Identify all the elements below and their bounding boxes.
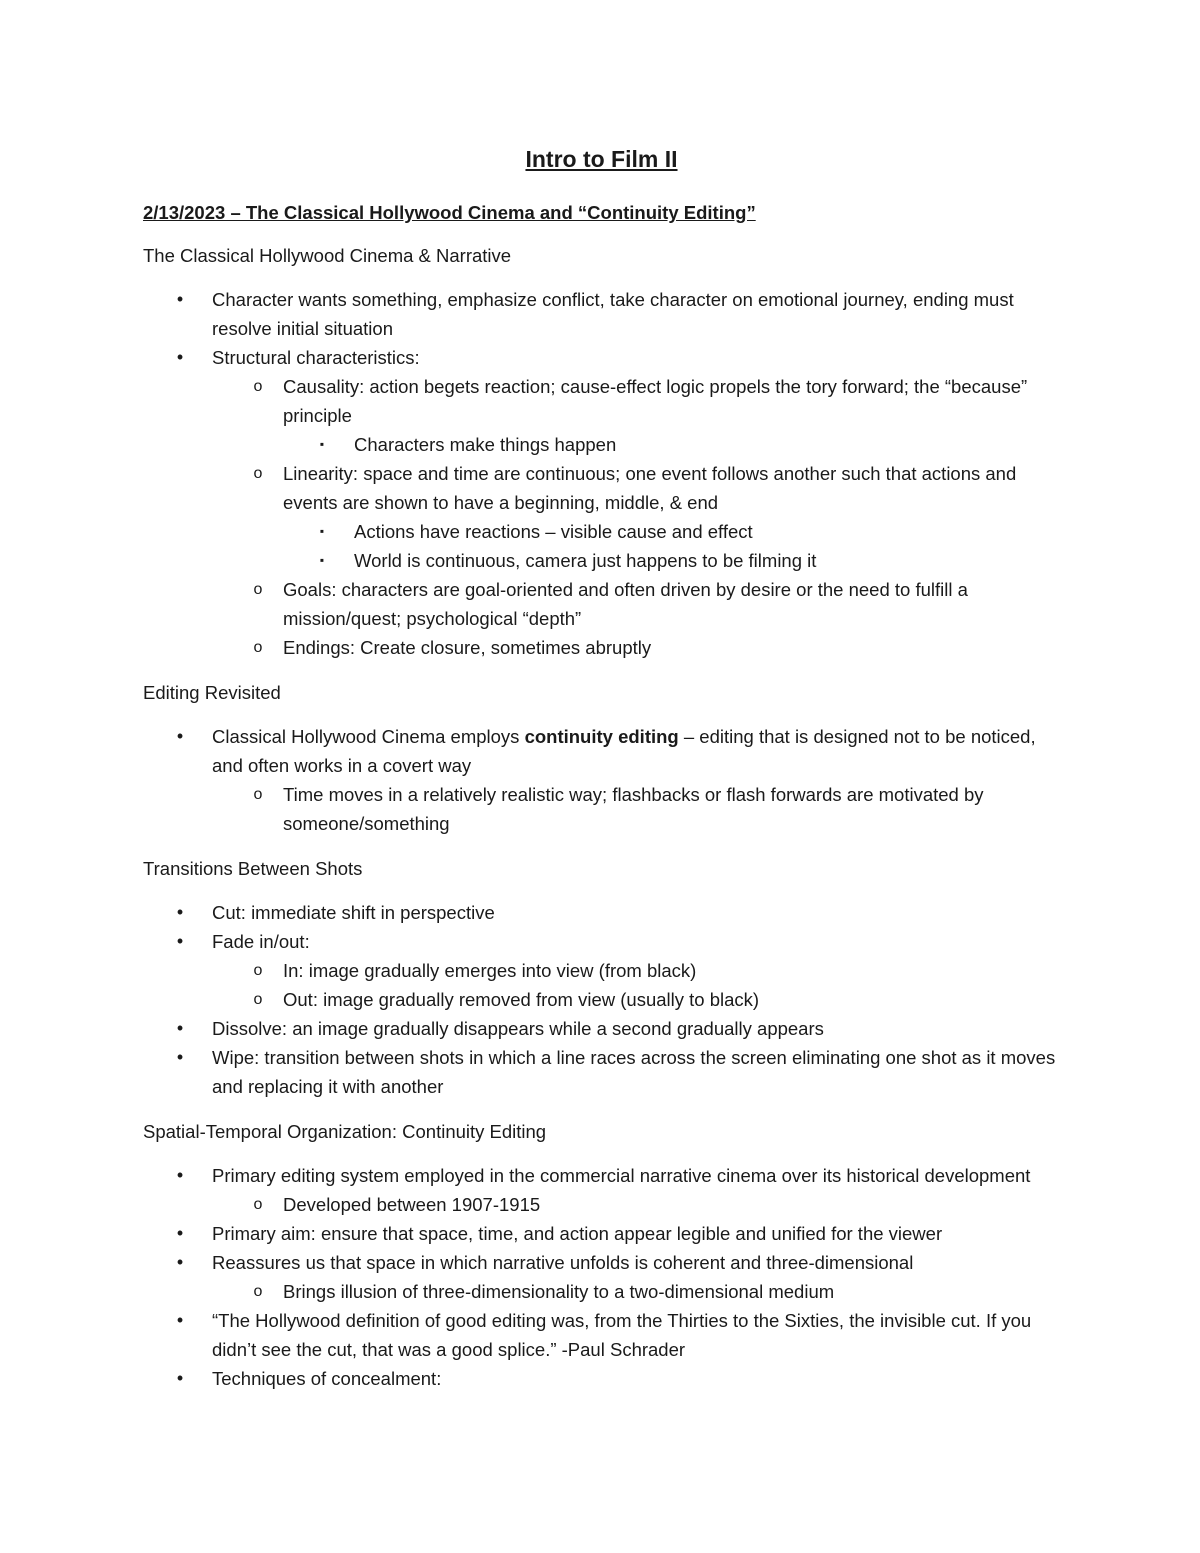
bullet-marker: o: [253, 639, 263, 656]
section: [143, 241, 1060, 662]
bullet-marker: o: [253, 378, 263, 395]
bullet-marker: o: [253, 1283, 263, 1300]
bullet-marker: •: [176, 1368, 184, 1388]
item-text: Primary editing system employed in the commercial narrative cinema over its historical development: [212, 1165, 1031, 1186]
item-text: Brings illusion of three-dimensionality to a two-dimensional medium: [283, 1281, 835, 1302]
item-text: Techniques of concealment:: [212, 1368, 442, 1389]
bullet-marker: •: [176, 902, 184, 922]
list-item: [283, 517, 1060, 546]
bullet-marker: o: [253, 1196, 263, 1213]
list-item: [212, 985, 1060, 1014]
bullet-list-level-1: [143, 898, 1060, 1101]
section: [143, 1117, 1060, 1393]
bullet-marker: o: [253, 465, 263, 482]
item-text: Time moves in a relatively realistic way; flashbacks or flash forwards are motivated by someone/something: [283, 784, 984, 834]
list-item: [212, 1277, 1060, 1306]
bullet-marker: •: [176, 1252, 184, 1272]
list-item: [212, 1190, 1060, 1219]
list-item: [212, 459, 1060, 575]
item-text: Reassures us that space in which narrative unfolds is coherent and three-dimensional: [212, 1252, 914, 1273]
section: [143, 854, 1060, 1101]
bullet-list-level-2: [212, 780, 1060, 838]
list-item: [143, 898, 1060, 927]
bullet-marker: •: [176, 1223, 184, 1243]
section-heading: Editing Revisited: [143, 682, 281, 703]
section-heading: Spatial-Temporal Organization: Continuity Editing: [143, 1121, 547, 1142]
item-text: Classical Hollywood Cinema employs: [212, 726, 525, 747]
bullet-list-level-3: [283, 430, 1060, 459]
bullet-list-level-2: [212, 372, 1060, 662]
bullet-marker: ▪: [319, 553, 325, 567]
bullet-marker: •: [176, 1047, 184, 1067]
bullet-marker: •: [176, 289, 184, 309]
item-text: Causality: action begets reaction; cause-effect logic propels the tory forward; the “because” principle: [283, 376, 1028, 426]
bullet-marker: o: [253, 786, 263, 803]
list-item: [143, 1043, 1060, 1101]
bullet-marker: o: [253, 962, 263, 979]
document-body: [143, 241, 1060, 1393]
item-text: Dissolve: an image gradually disappears while a second gradually appears: [212, 1018, 824, 1039]
item-text: In: image gradually emerges into view (from black): [283, 960, 697, 981]
item-text: World is continuous, camera just happens to be filming it: [354, 550, 817, 571]
bullet-list-level-2: [212, 956, 1060, 1014]
item-text: Endings: Create closure, sometimes abruptly: [283, 637, 652, 658]
section: [143, 678, 1060, 838]
list-item: [212, 633, 1060, 662]
list-item: [212, 372, 1060, 459]
bullet-marker: •: [176, 347, 184, 367]
item-text: Characters make things happen: [354, 434, 617, 455]
item-text: Developed between 1907-1915: [283, 1194, 541, 1215]
item-text: Linearity: space and time are continuous; one event follows another such that actions and events are shown to have a beginning, middle, & end: [283, 463, 1017, 513]
bullet-marker: •: [176, 1018, 184, 1038]
item-text: Character wants something, emphasize conflict, take character on emotional journey, ending must resolve initial situation: [212, 289, 1014, 339]
list-item: [143, 285, 1060, 343]
item-text: Goals: characters are goal-oriented and often driven by desire or the need to fulfill a mission/quest; psychological “depth”: [283, 579, 968, 629]
bullet-list-level-2: [212, 1277, 1060, 1306]
bullet-marker: o: [253, 581, 263, 598]
item-text: Actions have reactions – visible cause and effect: [354, 521, 753, 542]
bullet-marker: o: [253, 991, 263, 1008]
list-item: [283, 546, 1060, 575]
date-heading: 2/13/2023 – The Classical Hollywood Cinema and “Continuity Editing”: [143, 202, 756, 223]
list-item: [212, 956, 1060, 985]
list-item: [143, 1219, 1060, 1248]
list-item: [143, 1306, 1060, 1364]
list-item: [143, 1248, 1060, 1306]
list-item: [143, 343, 1060, 662]
item-text: – editing that is designed not to be noticed, and often works in a covert way: [212, 726, 1036, 776]
bullet-marker: ▪: [319, 437, 325, 451]
item-text: “The Hollywood definition of good editing was, from the Thirties to the Sixties, the invisible cut. If you didn’t see the cut, that was a good splice.” -Paul Schrader: [212, 1310, 1032, 1360]
item-text: Out: image gradually removed from view (usually to black): [283, 989, 760, 1010]
document-title: Intro to Film II: [525, 146, 678, 172]
bullet-marker: •: [176, 1310, 184, 1330]
list-item: [143, 1014, 1060, 1043]
bullet-list-level-1: [143, 722, 1060, 838]
item-text: Structural characteristics:: [212, 347, 420, 368]
bullet-list-level-3: [283, 517, 1060, 575]
list-item: [143, 722, 1060, 838]
item-text-bold: continuity editing: [524, 726, 679, 747]
bullet-list-level-2: [212, 1190, 1060, 1219]
bullet-marker: •: [176, 931, 184, 951]
item-text: Wipe: transition between shots in which a line races across the screen eliminating one shot as it moves and replacing it with another: [212, 1047, 1056, 1097]
bullet-marker: •: [176, 1165, 184, 1185]
bullet-marker: •: [176, 726, 184, 746]
bullet-marker: ▪: [319, 524, 325, 538]
item-text: Cut: immediate shift in perspective: [212, 902, 495, 923]
list-item: [143, 1161, 1060, 1219]
section-heading: Transitions Between Shots: [143, 858, 363, 879]
list-item: [212, 575, 1060, 633]
list-item: [143, 927, 1060, 1014]
list-item: [212, 780, 1060, 838]
list-item: [283, 430, 1060, 459]
section-heading: The Classical Hollywood Cinema & Narrative: [143, 245, 512, 266]
bullet-list-level-1: [143, 285, 1060, 662]
item-text: Primary aim: ensure that space, time, and action appear legible and unified for the viewer: [212, 1223, 943, 1244]
list-item: [143, 1364, 1060, 1393]
bullet-list-level-1: [143, 1161, 1060, 1393]
item-text: Fade in/out:: [212, 931, 310, 952]
